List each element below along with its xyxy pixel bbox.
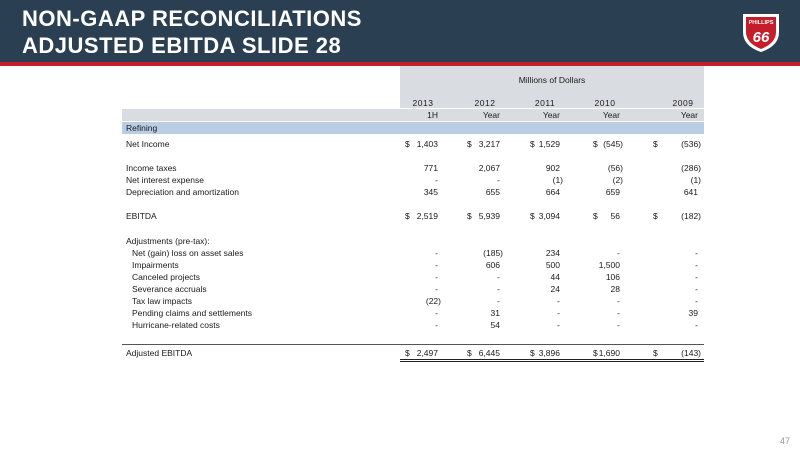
row-label: Net (gain) loss on asset sales xyxy=(132,248,244,258)
year-header: 2013 xyxy=(412,98,434,108)
row-value: - xyxy=(617,296,620,306)
row-value: - xyxy=(695,296,698,306)
row-value: (1) xyxy=(552,175,563,185)
row-value: 56 xyxy=(610,211,620,221)
row-label: Canceled projects xyxy=(132,272,201,282)
row-label: Impairments xyxy=(132,260,179,270)
section-band xyxy=(122,122,704,134)
row-value: - xyxy=(497,175,500,185)
units-label: Millions of Dollars xyxy=(518,75,586,85)
row-value: 664 xyxy=(545,187,560,197)
row-value: - xyxy=(435,260,438,270)
slide-title-line1: NON-GAAP RECONCILIATIONS xyxy=(22,6,362,31)
row-value: - xyxy=(617,308,620,318)
row-value: 3,217 xyxy=(478,139,500,149)
row-label: Tax law impacts xyxy=(132,296,192,306)
row-value: - xyxy=(435,308,438,318)
row-value: - xyxy=(497,284,500,294)
row-value: - xyxy=(557,296,560,306)
row-value: - xyxy=(435,175,438,185)
currency-symbol: $ xyxy=(530,348,535,358)
row-value: (143) xyxy=(681,348,701,358)
currency-symbol: $ xyxy=(405,211,410,221)
row-value: (536) xyxy=(681,139,701,149)
row-value: (185) xyxy=(483,248,503,258)
currency-symbol: $ xyxy=(593,348,598,358)
row-value: 31 xyxy=(490,308,500,318)
total-top-rule xyxy=(122,344,704,345)
row-value: 2,497 xyxy=(416,348,438,358)
currency-symbol: $ xyxy=(405,348,410,358)
period-header: Year xyxy=(680,110,698,120)
row-value: 2,067 xyxy=(478,163,500,173)
row-value: 234 xyxy=(545,248,560,258)
currency-symbol: $ xyxy=(653,348,658,358)
row-value: 1,500 xyxy=(598,260,620,270)
row-value: 659 xyxy=(605,187,620,197)
logo-number-text: 66 xyxy=(752,29,770,46)
currency-symbol: $ xyxy=(530,211,535,221)
currency-symbol: $ xyxy=(467,211,472,221)
logo-top-text: PHILLIPS xyxy=(748,20,774,26)
row-label: Pending claims and settlements xyxy=(132,308,253,318)
row-label: Net interest expense xyxy=(126,175,204,185)
row-value: 2,519 xyxy=(416,211,438,221)
row-value: (1) xyxy=(690,175,701,185)
row-label: Income taxes xyxy=(126,163,177,173)
row-value: - xyxy=(695,260,698,270)
row-label: Adjusted EBITDA xyxy=(126,348,193,358)
period-header: 1H xyxy=(427,110,438,120)
row-value: - xyxy=(557,308,560,318)
row-label: Severance accruals xyxy=(132,284,207,294)
row-value: 1,403 xyxy=(416,139,438,149)
row-value: - xyxy=(617,320,620,330)
row-value: - xyxy=(497,296,500,306)
period-header: Year xyxy=(542,110,560,120)
row-value: (182) xyxy=(681,211,701,221)
currency-symbol: $ xyxy=(405,139,410,149)
phillips66-logo xyxy=(740,10,782,54)
currency-symbol: $ xyxy=(653,139,658,149)
year-header: 2012 xyxy=(474,98,496,108)
row-value: - xyxy=(435,320,438,330)
row-value: - xyxy=(557,320,560,330)
period-header: Year xyxy=(482,110,500,120)
row-value: 1,690 xyxy=(598,348,620,358)
row-value: 3,094 xyxy=(538,211,560,221)
row-value: (545) xyxy=(603,139,623,149)
row-value: - xyxy=(617,248,620,258)
row-value: (22) xyxy=(425,296,441,306)
currency-symbol: $ xyxy=(530,139,535,149)
currency-symbol: $ xyxy=(653,211,658,221)
row-value: 655 xyxy=(485,187,500,197)
row-value: 44 xyxy=(550,272,560,282)
row-value: - xyxy=(695,284,698,294)
currency-symbol: $ xyxy=(467,348,472,358)
row-value: - xyxy=(435,248,438,258)
period-header: Year xyxy=(602,110,620,120)
row-value: 902 xyxy=(545,163,560,173)
row-value: - xyxy=(435,284,438,294)
row-value: - xyxy=(695,248,698,258)
currency-symbol: $ xyxy=(593,211,598,221)
row-label: EBITDA xyxy=(126,211,157,221)
row-value: 5,939 xyxy=(478,211,500,221)
row-label: Depreciation and amortization xyxy=(126,187,239,197)
row-value: 106 xyxy=(605,272,620,282)
row-value: (56) xyxy=(607,163,623,173)
row-value: 6,445 xyxy=(478,348,500,358)
row-value: (286) xyxy=(681,163,701,173)
row-value: 500 xyxy=(545,260,560,270)
row-value: - xyxy=(695,320,698,330)
row-label: Hurricane-related costs xyxy=(132,320,220,330)
row-value: - xyxy=(695,272,698,282)
row-value: 39 xyxy=(688,308,698,318)
row-label: Net Income xyxy=(126,139,170,149)
row-value: - xyxy=(435,272,438,282)
row-value: 54 xyxy=(490,320,500,330)
year-header: 2010 xyxy=(594,98,616,108)
year-header: 2011 xyxy=(534,98,556,108)
row-label: Adjustments (pre-tax): xyxy=(126,236,210,246)
page-number: 47 xyxy=(779,436,790,446)
section-label: Refining xyxy=(126,123,158,133)
slide-title-line2: ADJUSTED EBITDA SLIDE 28 xyxy=(22,33,342,58)
row-value: 28 xyxy=(610,284,620,294)
currency-symbol: $ xyxy=(593,139,598,149)
row-value: 771 xyxy=(423,163,438,173)
currency-symbol: $ xyxy=(467,139,472,149)
year-header: 2009 xyxy=(672,98,694,108)
row-value: 606 xyxy=(485,260,500,270)
row-value: - xyxy=(497,272,500,282)
row-value: (2) xyxy=(612,175,623,185)
row-value: 641 xyxy=(683,187,698,197)
row-value: 345 xyxy=(423,187,438,197)
row-value: 3,896 xyxy=(538,348,560,358)
row-value: 1,529 xyxy=(538,139,560,149)
row-value: 24 xyxy=(550,284,560,294)
total-double-rule xyxy=(400,359,704,362)
